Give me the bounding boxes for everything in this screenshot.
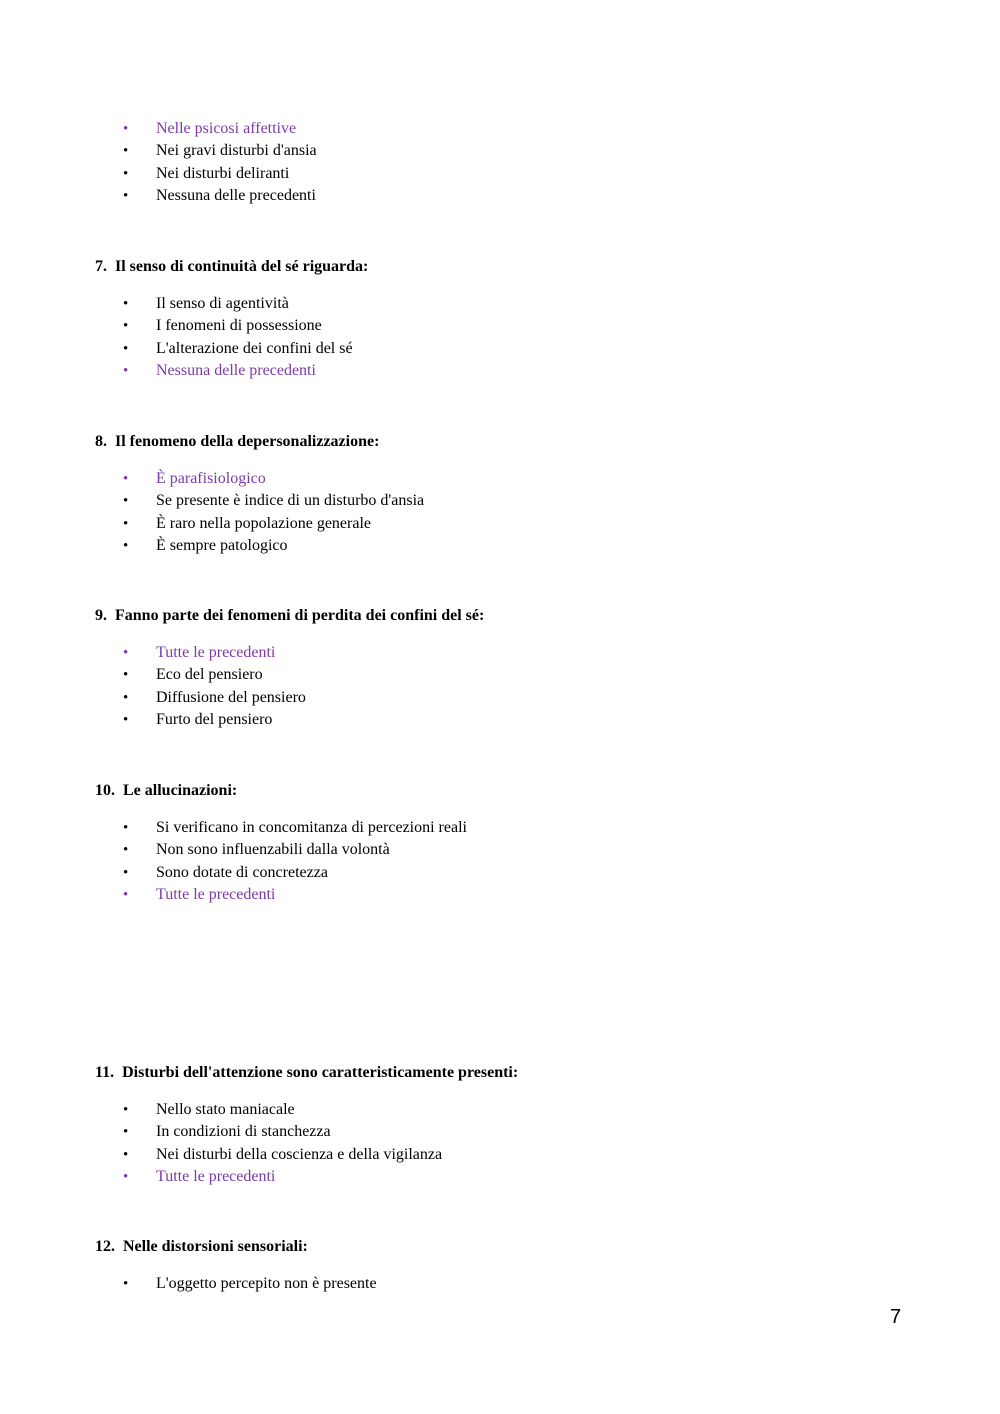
bullet-icon: • xyxy=(123,121,129,137)
option-list xyxy=(95,1273,915,1295)
option-text: Tutte le precedenti xyxy=(156,1167,276,1185)
option-item-correct xyxy=(95,884,915,906)
question-heading xyxy=(95,257,915,277)
option-item-correct xyxy=(95,360,915,382)
option-item-correct xyxy=(95,642,915,664)
question-text: Il senso di continuità del sé riguarda: xyxy=(115,258,369,275)
option-text: Eco del pensiero xyxy=(156,666,263,684)
bullet-icon: • xyxy=(123,1168,129,1185)
question-text: Le allucinazioni: xyxy=(123,782,238,799)
option-item-correct xyxy=(95,1166,915,1188)
option-text: Nei gravi disturbi d'ansia xyxy=(156,142,317,160)
option-item xyxy=(95,817,915,839)
option-text: Nei disturbi della coscienza e della vigilanza xyxy=(156,1145,443,1163)
question-block xyxy=(95,1063,915,1188)
option-text: Nessuna delle precedenti xyxy=(156,361,316,379)
bullet-icon: • xyxy=(123,1124,129,1141)
option-text: L'alterazione dei confini del sé xyxy=(156,339,353,357)
option-text: Diffusione del pensiero xyxy=(156,688,306,706)
bullet-icon: • xyxy=(123,689,129,706)
option-item xyxy=(95,1099,915,1121)
option-text: Nessuna delle precedenti xyxy=(156,186,316,204)
bullet-icon: • xyxy=(123,143,129,160)
bullet-icon: • xyxy=(123,537,129,554)
option-text: È parafisiologico xyxy=(156,470,266,487)
option-item-correct xyxy=(95,468,915,490)
question-text: Disturbi dell'attenzione sono caratteristicamente presenti: xyxy=(122,1064,519,1081)
bullet-icon: • xyxy=(123,1146,129,1163)
option-item xyxy=(95,163,915,185)
option-item-correct xyxy=(95,118,915,140)
question-heading xyxy=(95,606,915,626)
option-text: L'oggetto percepito non è presente xyxy=(156,1275,377,1292)
question-number: 10. xyxy=(95,782,115,799)
option-text: È sempre patologico xyxy=(156,536,288,554)
bullet-icon: • xyxy=(123,645,129,661)
question-text: Il fenomeno della depersonalizzazione: xyxy=(115,433,380,450)
option-text: I fenomeni di possessione xyxy=(156,317,322,335)
bullet-icon: • xyxy=(123,187,129,204)
continuation-block xyxy=(95,118,915,207)
option-item xyxy=(95,490,915,512)
option-text: Si verificano in concomitanza di percezioni reali xyxy=(156,819,467,836)
question-heading xyxy=(95,781,915,801)
question-heading xyxy=(95,1063,915,1083)
bullet-icon: • xyxy=(123,493,129,510)
option-text: Nelle psicosi affettive xyxy=(156,120,297,137)
option-text: Il senso di agentività xyxy=(156,295,289,312)
bullet-icon: • xyxy=(123,886,129,903)
question-block xyxy=(95,781,915,906)
bullet-icon: • xyxy=(123,165,129,182)
option-text: Furto del pensiero xyxy=(156,710,273,728)
question-number: 7. xyxy=(95,258,107,275)
bullet-icon: • xyxy=(123,711,129,728)
question-heading xyxy=(95,1237,915,1257)
option-text: Se presente è indice di un disturbo d'ansia xyxy=(156,492,425,510)
question-number: 8. xyxy=(95,433,107,450)
option-text: Nello stato maniacale xyxy=(156,1101,295,1118)
question-block xyxy=(95,257,915,382)
option-item xyxy=(95,664,915,686)
question-number: 9. xyxy=(95,607,107,624)
option-item xyxy=(95,513,915,535)
option-list xyxy=(95,642,915,731)
bullet-icon: • xyxy=(123,362,129,379)
bullet-icon: • xyxy=(123,318,129,335)
option-text: Tutte le precedenti xyxy=(156,644,276,661)
bullet-icon: • xyxy=(123,296,129,312)
option-text: È raro nella popolazione generale xyxy=(156,514,371,532)
option-list xyxy=(95,468,915,557)
question-text: Nelle distorsioni sensoriali: xyxy=(123,1238,308,1255)
bullet-icon: • xyxy=(123,1276,129,1292)
bullet-icon: • xyxy=(123,340,129,357)
option-text: Non sono influenzabili dalla volontà xyxy=(156,841,390,859)
question-heading xyxy=(95,432,915,452)
question-block xyxy=(95,606,915,731)
bullet-icon: • xyxy=(123,1102,129,1118)
question-number: 12. xyxy=(95,1238,115,1255)
option-item xyxy=(95,687,915,709)
bullet-icon: • xyxy=(123,820,129,836)
option-item xyxy=(95,315,915,337)
option-list xyxy=(95,118,915,207)
option-item xyxy=(95,293,915,315)
option-item xyxy=(95,185,915,207)
option-item xyxy=(95,709,915,731)
option-list xyxy=(95,817,915,906)
bullet-icon: • xyxy=(123,667,129,684)
bullet-icon: • xyxy=(123,864,129,881)
option-item xyxy=(95,1144,915,1166)
option-text: In condizioni di stanchezza xyxy=(156,1123,331,1141)
question-number: 11. xyxy=(95,1064,115,1081)
question-block xyxy=(95,1237,915,1295)
option-item xyxy=(95,862,915,884)
bullet-icon: • xyxy=(123,515,129,532)
option-item xyxy=(95,535,915,557)
question-block xyxy=(95,432,915,557)
option-item xyxy=(95,1121,915,1143)
option-list xyxy=(95,293,915,382)
option-text: Sono dotate di concretezza xyxy=(156,863,328,881)
option-item xyxy=(95,839,915,861)
option-text: Nei disturbi deliranti xyxy=(156,164,290,182)
option-item xyxy=(95,1273,915,1295)
bullet-icon: • xyxy=(123,471,129,487)
option-item xyxy=(95,338,915,360)
page-number: 7 xyxy=(890,1306,902,1328)
option-text: Tutte le precedenti xyxy=(156,885,276,903)
option-list xyxy=(95,1099,915,1188)
bullet-icon: • xyxy=(123,842,129,859)
question-text: Fanno parte dei fenomeni di perdita dei confini del sé: xyxy=(115,607,485,624)
option-item xyxy=(95,140,915,162)
